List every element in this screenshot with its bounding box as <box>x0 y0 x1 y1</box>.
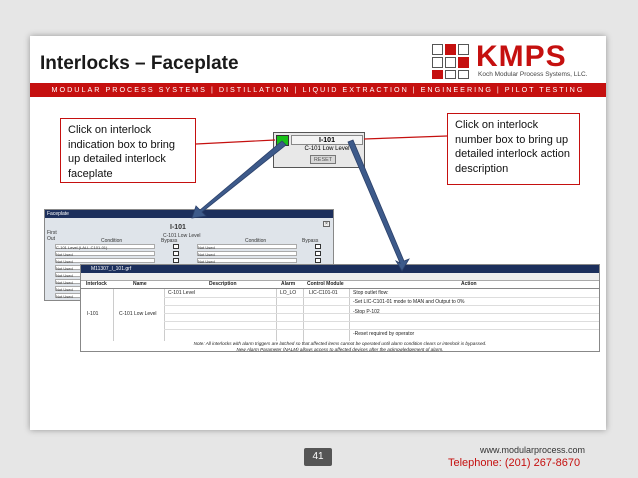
footer-url: www.modularprocess.com <box>480 445 586 455</box>
logo-wordmark: KMPS <box>476 40 567 73</box>
note-line-2: New Alarm Parameter (NALM) allows access to affected devices after the acknowledgement of alarm. <box>236 347 444 352</box>
condition-field: Not Used <box>197 251 297 256</box>
condition-field: Not Used <box>55 293 155 298</box>
slide-title: Interlocks – Faceplate <box>40 53 239 74</box>
condition-field: Not Used <box>197 244 297 249</box>
arrows <box>30 36 606 430</box>
faceplate-header: Faceplate <box>45 210 333 218</box>
reset-button[interactable]: RESET <box>310 155 336 164</box>
footer-phone: Telephone: (201) 267-8670 <box>448 457 581 469</box>
note-line-1: Note: All interlocks with alarm triggers are latched so that affected items cannot be operated until alarm condition clears or interlock is bypassed. <box>193 341 487 346</box>
condition-field: C-101 Level (LALL-C101-01) <box>55 244 155 249</box>
slide <box>30 36 606 469</box>
callout-right: Click on interlock number box to bring up detailed interlock action description <box>447 113 580 185</box>
condition-field: Not Used <box>55 258 155 263</box>
col-action: Action <box>461 281 477 287</box>
arrow-to-action-table <box>348 140 409 271</box>
cell-alarm: LO_LO <box>280 290 297 296</box>
col-description: Description <box>209 281 237 287</box>
cell-action-line: -Set LIC-C101-01 mode to MAN and Output to 0% <box>353 299 465 305</box>
bypass-header-2: Bypass <box>302 238 319 244</box>
callout-right-pointer <box>364 136 447 139</box>
callout-left: Click on interlock indication box to bring up detailed interlock faceplate <box>60 118 196 183</box>
bypass-header-1: Bypass <box>161 238 178 244</box>
cell-control-module: LIC-C101-01 <box>309 290 338 296</box>
arrow-to-faceplate <box>192 141 286 218</box>
condition-header-2: Condition <box>245 238 267 244</box>
cell-action-line: Stop outlet flow: <box>353 290 389 296</box>
first-out-label: First Out <box>47 230 57 242</box>
condition-field: Not Used <box>55 279 155 284</box>
cell-name: C-101 Low Level <box>119 311 157 317</box>
close-icon[interactable]: × <box>323 221 330 227</box>
interlock-level-label: C-101 Low Level <box>304 146 350 152</box>
condition-field: Not Used <box>55 286 155 291</box>
condition-field: Not Used <box>55 251 155 256</box>
cell-action-line: -Reset required by operator <box>353 331 415 337</box>
col-interlock: Interlock <box>86 281 107 287</box>
col-name: Name <box>133 281 147 287</box>
interlock-number-box[interactable]: I-101 <box>291 135 363 145</box>
condition-field: Not Used <box>197 258 297 263</box>
col-alarm: Alarm <box>281 281 296 287</box>
callout-left-pointer <box>196 140 275 144</box>
banner: MODULAR PROCESS SYSTEMS | DISTILLATION | LIQUID EXTRACTION | ENGINEERING | PILOT TESTING <box>30 83 606 97</box>
condition-field: Not Used <box>55 265 155 270</box>
faceplate-level: C-101 Low Level <box>163 233 201 239</box>
condition-header-1: Condition <box>101 238 123 244</box>
cell-action-line: -Stop P-102 <box>353 309 380 315</box>
cell-description: C-101 Level <box>168 290 195 296</box>
cell-interlock: I-101 <box>87 311 99 317</box>
action-window-title: M11307_I_101.grf <box>81 265 599 273</box>
page-number: 41 <box>304 448 332 466</box>
condition-field: Not Used <box>55 272 155 277</box>
logo-subtitle: Koch Modular Process Systems, LLC. <box>478 71 588 78</box>
col-control-module: Control Module <box>307 281 344 287</box>
faceplate-id: I-101 <box>170 224 186 231</box>
